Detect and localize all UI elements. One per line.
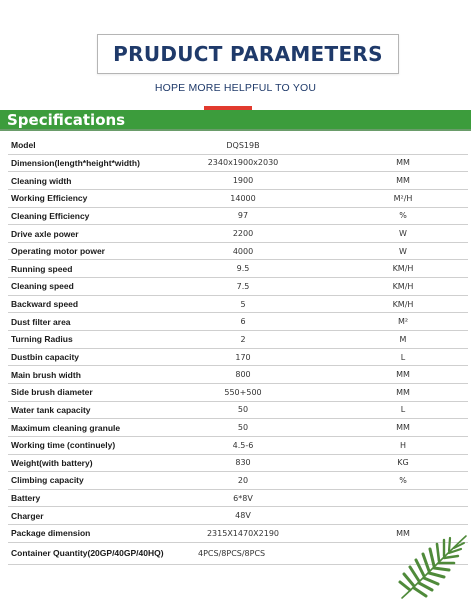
page-subtitle: HOPE MORE HELPFUL TO YOU — [154, 82, 317, 94]
spec-value: 830 — [235, 458, 251, 468]
spec-param: Main brush width — [11, 369, 81, 380]
spec-value: 170 — [235, 352, 251, 362]
spec-param: Cleaning speed — [11, 281, 74, 292]
spec-value: DQS19B — [226, 140, 260, 150]
spec-value: 2 — [240, 334, 246, 344]
spec-unit: L — [400, 352, 406, 362]
spec-value: 14000 — [230, 193, 256, 203]
spec-param: Working Efficiency — [11, 193, 88, 204]
spec-value: 6*8V — [233, 493, 253, 503]
spec-unit: MM — [396, 423, 410, 433]
palm-leaf-icon — [392, 530, 471, 600]
spec-value: 6 — [240, 317, 246, 327]
spec-row — [8, 349, 468, 367]
spec-row — [8, 472, 468, 490]
spec-value: 1900 — [232, 176, 254, 186]
spec-unit — [353, 490, 453, 507]
specifications-band — [0, 110, 471, 131]
spec-value: 4PCS/8PCS/8PCS — [198, 548, 266, 558]
spec-unit: MM — [396, 528, 410, 538]
spec-value: 550+500 — [224, 387, 262, 397]
spec-param: Dimension(length*height*width) — [11, 157, 140, 168]
spec-param: Operating motor power — [11, 246, 105, 257]
spec-param: Working time (continuely) — [11, 440, 116, 451]
spec-value: 97 — [237, 211, 249, 221]
spec-unit: M — [399, 334, 407, 344]
spec-param: Package dimension — [11, 528, 91, 539]
spec-unit: W — [399, 229, 407, 239]
spec-unit: MM — [396, 387, 410, 397]
spec-row — [8, 190, 468, 208]
spec-value: 50 — [237, 423, 249, 433]
spec-unit: % — [399, 211, 407, 221]
spec-row — [8, 313, 468, 331]
spec-row — [8, 225, 468, 243]
spec-param: Turning Radius — [11, 334, 73, 345]
spec-unit: M² — [397, 317, 409, 327]
spec-unit: KG — [397, 458, 409, 468]
spec-row — [8, 402, 468, 420]
spec-row — [8, 384, 468, 402]
spec-value: 50 — [237, 405, 249, 415]
spec-unit: % — [399, 475, 407, 485]
spec-value: 2340x1900x2030 — [207, 158, 279, 168]
spec-row — [8, 331, 468, 349]
spec-value: 5 — [240, 299, 246, 309]
spec-param: Maximum cleaning granule — [11, 422, 121, 433]
spec-row — [8, 137, 468, 155]
spec-unit: KM/H — [392, 299, 414, 309]
spec-row — [8, 455, 468, 473]
spec-unit: W — [399, 246, 407, 256]
spec-param: Dust filter area — [11, 316, 71, 327]
spec-row — [8, 507, 468, 525]
spec-row — [8, 155, 468, 173]
spec-row — [8, 172, 468, 190]
spec-param: Running speed — [11, 263, 73, 274]
spec-row — [8, 419, 468, 437]
title-box — [97, 34, 399, 74]
spec-param: Charger — [11, 510, 44, 521]
spec-value: 2200 — [232, 229, 254, 239]
spec-row — [8, 490, 468, 508]
spec-unit: KM/H — [392, 264, 414, 274]
spec-row — [8, 437, 468, 455]
spec-unit: L — [400, 405, 406, 415]
spec-row — [8, 260, 468, 278]
spec-param: Climbing capacity — [11, 475, 84, 486]
spec-unit: MM — [396, 176, 410, 186]
spec-value: 4.5-6 — [232, 440, 254, 450]
spec-row — [8, 278, 468, 296]
spec-unit: M²/H — [393, 193, 413, 203]
spec-param: Weight(with battery) — [11, 457, 93, 468]
spec-row — [8, 366, 468, 384]
spec-value: 9.5 — [236, 264, 250, 274]
spec-unit — [353, 507, 453, 524]
spec-row — [8, 243, 468, 261]
spec-value: 2315X1470X2190 — [206, 528, 280, 538]
spec-param: Container Quantity(20GP/40GP/40HQ) — [11, 548, 164, 559]
spec-unit: MM — [396, 158, 410, 168]
spec-unit: H — [399, 440, 406, 450]
spec-param: Dustbin capacity — [11, 352, 80, 362]
spec-value: 7.5 — [236, 281, 250, 291]
spec-row — [8, 208, 468, 226]
spec-unit: MM — [396, 370, 410, 380]
spec-param: Battery — [11, 493, 41, 504]
section-title: Specifications — [7, 111, 126, 129]
spec-value: 800 — [235, 370, 251, 380]
spec-param: Cleaning Efficiency — [11, 210, 90, 221]
spec-value: 48V — [235, 511, 251, 521]
spec-value: 4000 — [232, 246, 254, 256]
spec-param: Backward speed — [11, 299, 79, 310]
spec-value: 20 — [237, 475, 249, 485]
spec-param: Water tank capacity — [11, 404, 91, 415]
spec-unit: KM/H — [392, 281, 414, 291]
spec-param: Cleaning width — [11, 175, 72, 186]
page-title: PRUDUCT PARAMETERS — [113, 42, 383, 66]
spec-table — [8, 137, 468, 565]
spec-param: Side brush diameter — [11, 387, 93, 398]
spec-param: Drive axle power — [11, 228, 79, 239]
spec-param: Model — [11, 140, 36, 151]
spec-unit — [353, 137, 453, 154]
spec-row — [8, 296, 468, 314]
